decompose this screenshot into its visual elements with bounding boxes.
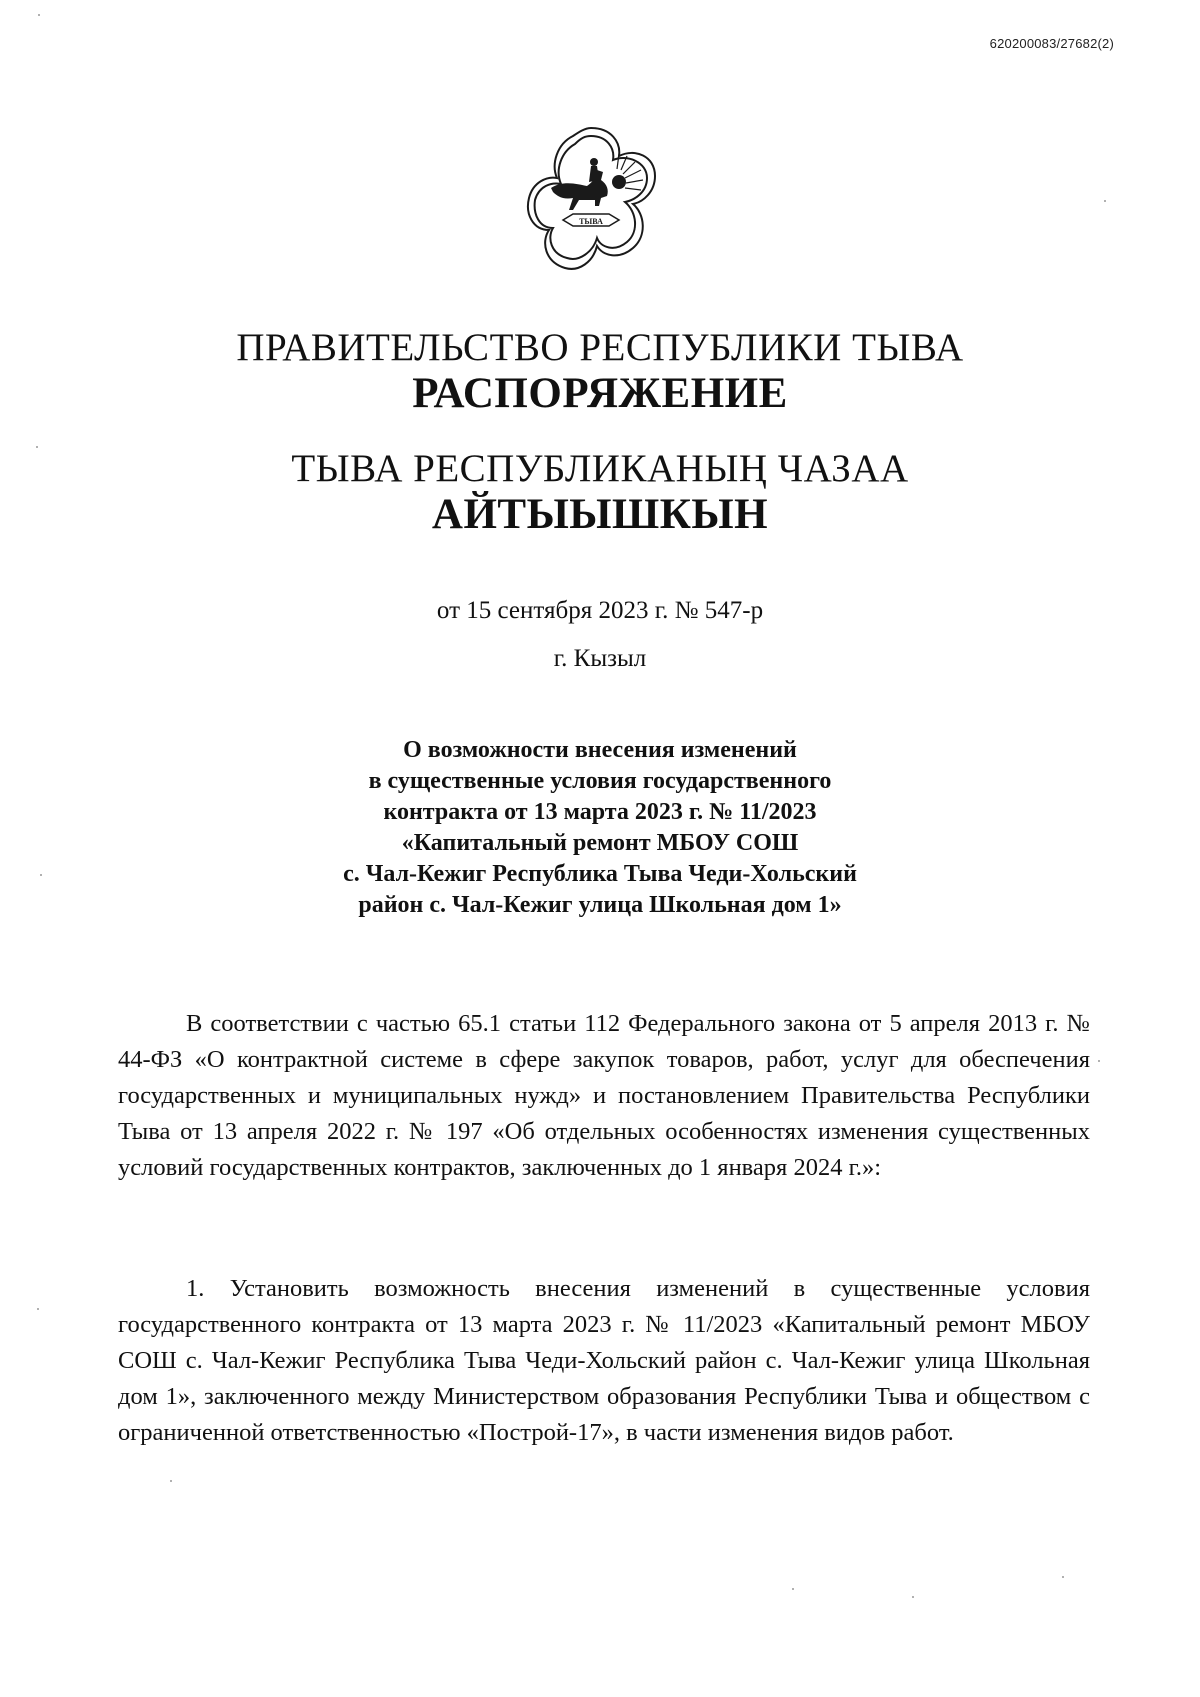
subject-line: в существенные условия государственного xyxy=(368,768,832,794)
scan-speck xyxy=(912,1596,914,1598)
scan-speck xyxy=(1098,1060,1100,1062)
government-title: ПРАВИТЕЛЬСТВО РЕСПУБЛИКИ ТЫВА xyxy=(236,326,964,369)
order-date-number: от 15 сентября 2023 г. № 547-р xyxy=(436,597,764,624)
subject-line: контракта от 13 марта 2023 г. № 11/2023 xyxy=(383,799,817,825)
item-1-section xyxy=(118,1271,1090,1451)
scan-speck xyxy=(1062,1576,1064,1578)
subject-line: район с. Чал-Кежиг улица Школьная дом 1» xyxy=(358,892,842,918)
scan-speck xyxy=(1104,200,1106,202)
order-city: г. Кызыл xyxy=(553,645,647,672)
scan-speck xyxy=(170,1480,172,1482)
preamble-section xyxy=(118,1006,1090,1186)
scan-speck xyxy=(792,1588,794,1590)
tuva-coat-of-arms-icon xyxy=(523,122,659,290)
subject-line: «Капитальный ремонт МБОУ СОШ xyxy=(401,830,799,856)
scan-speck xyxy=(40,874,42,876)
subject-line: О возможности внесения изменений xyxy=(403,737,797,763)
order-subject xyxy=(230,735,970,921)
emblem-label: ТЫВА xyxy=(579,217,603,226)
government-title-tuvan: ТЫВА РЕСПУБЛИКАНЫҢ ЧАЗАА xyxy=(291,447,909,490)
scan-speck xyxy=(37,1308,39,1310)
subject-line: с. Чал-Кежиг Республика Тыва Чеди-Хольский xyxy=(343,861,857,887)
preamble-paragraph: В соответствии с частью 65.1 статьи 112 Федерального закона от 5 апреля 2013 г. № 44-ФЗ «О контрактной системе в сфере закупок товаров, работ, услуг для обеспечения государственных и муниципальных нужд» и постановлением Правительства Республики Тыва от 13 апреля 2022 г. № 197 «Об отдельных особенностях изменения существенных условий государственных контрактов, заключенных до 1 января 2024 г.»: xyxy=(118,1010,1090,1181)
order-type-title-tuvan: АЙТЫЫШКЫН xyxy=(431,491,769,538)
scan-speck xyxy=(36,446,38,448)
item-1-paragraph: 1. Установить возможность внесения изменений в существенные условия государственного контракта от 13 марта 2023 г. № 11/2023 «Капитальный ремонт МБОУ СОШ с. Чал-Кежиг Республика Тыва Чеди-Хольский район с. Чал-Кежиг улица Школьная дом 1», заключенного между Министерством образования Республики Тыва и обществом с ограниченной ответственностью «Построй-17», в части изменения видов работ. xyxy=(118,1275,1090,1446)
order-type-title: РАСПОРЯЖЕНИЕ xyxy=(412,370,788,417)
scan-speck xyxy=(38,14,40,16)
document-registration-number: 620200083/27682(2) xyxy=(989,36,1114,51)
